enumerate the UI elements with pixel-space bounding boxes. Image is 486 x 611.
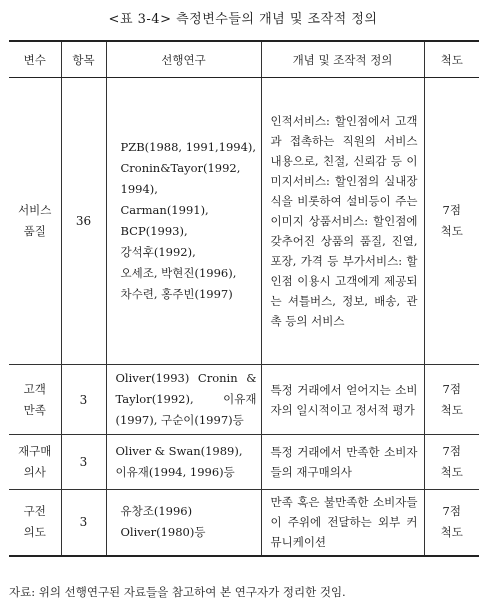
scale-cell: 7점 척도 xyxy=(424,435,479,490)
items-cell: 3 xyxy=(61,490,106,556)
table-caption: <표 3-4> 측정변수들의 개념 및 조작적 정의 xyxy=(108,12,378,27)
studies-cell: 유창조(1996) Oliver(1980)등 xyxy=(106,490,261,556)
variable-cell: 재구매 의사 xyxy=(9,435,61,490)
header-items: 항목 xyxy=(61,41,106,78)
definition-cell: 특정 거래에서 얻어지는 소비자의 일시적이고 정서적 평가 xyxy=(261,365,424,435)
variable-cell: 고객 만족 xyxy=(9,365,61,435)
scale-cell: 7점 척도 xyxy=(424,365,479,435)
variable-cell: 구전 의도 xyxy=(9,490,61,556)
items-cell: 36 xyxy=(61,78,106,365)
studies-cell: PZB(1988, 1991,1994), Cronin&Tayor(1992, 1994), Carman(1991), BCP(1993), 강석후(1992), 오세조, 박현진(1996), 차수련, 홍주빈(1997) xyxy=(106,78,261,365)
header-definition: 개념 및 조작적 정의 xyxy=(261,41,424,78)
table-row xyxy=(9,365,479,435)
definition-cell: 인적서비스: 할인점에서 고객과 접촉하는 직원의 서비스 내용으로, 친절, 신뢰감 등 이미지서비스: 할인점의 실내장식을 비롯하여 설비등이 주는 이미지 상품서비스: 할인점에 갖추어진 상품의 품질, 진열, 포장, 가격 등 부가서비스: 할인점 이용시 고객에게 제공되는 셔틀버스, 정보, 배송, 관촉 등의 서비스 xyxy=(261,78,424,365)
scale-cell: 7점 척도 xyxy=(424,490,479,556)
table-row xyxy=(9,490,479,556)
header-prior-studies: 선행연구 xyxy=(106,41,261,78)
studies-cell: Oliver(1993) Cronin & Taylor(1992), 이유재 (1997), 구순이(1997)등 xyxy=(106,365,261,435)
definitions-table xyxy=(9,40,479,557)
scale-cell: 7점 척도 xyxy=(424,78,479,365)
table-row xyxy=(9,435,479,490)
items-cell: 3 xyxy=(61,365,106,435)
table-row xyxy=(9,78,479,365)
source-note: 자료: 위의 선행연구된 자료들을 참고하여 본 연구자가 정리한 것임. xyxy=(9,585,346,599)
variable-cell: 서비스 품질 xyxy=(9,78,61,365)
items-cell: 3 xyxy=(61,435,106,490)
definition-cell: 만족 혹은 불만족한 소비자들이 주위에 전달하는 외부 커뮤니케이션 xyxy=(261,490,424,556)
header-row xyxy=(9,41,479,78)
studies-cell: Oliver & Swan(1989), 이유재(1994, 1996)등 xyxy=(106,435,261,490)
header-variable: 변수 xyxy=(9,41,61,78)
header-scale: 척도 xyxy=(424,41,479,78)
definition-cell: 특정 거래에서 만족한 소비자들의 재구매의사 xyxy=(261,435,424,490)
